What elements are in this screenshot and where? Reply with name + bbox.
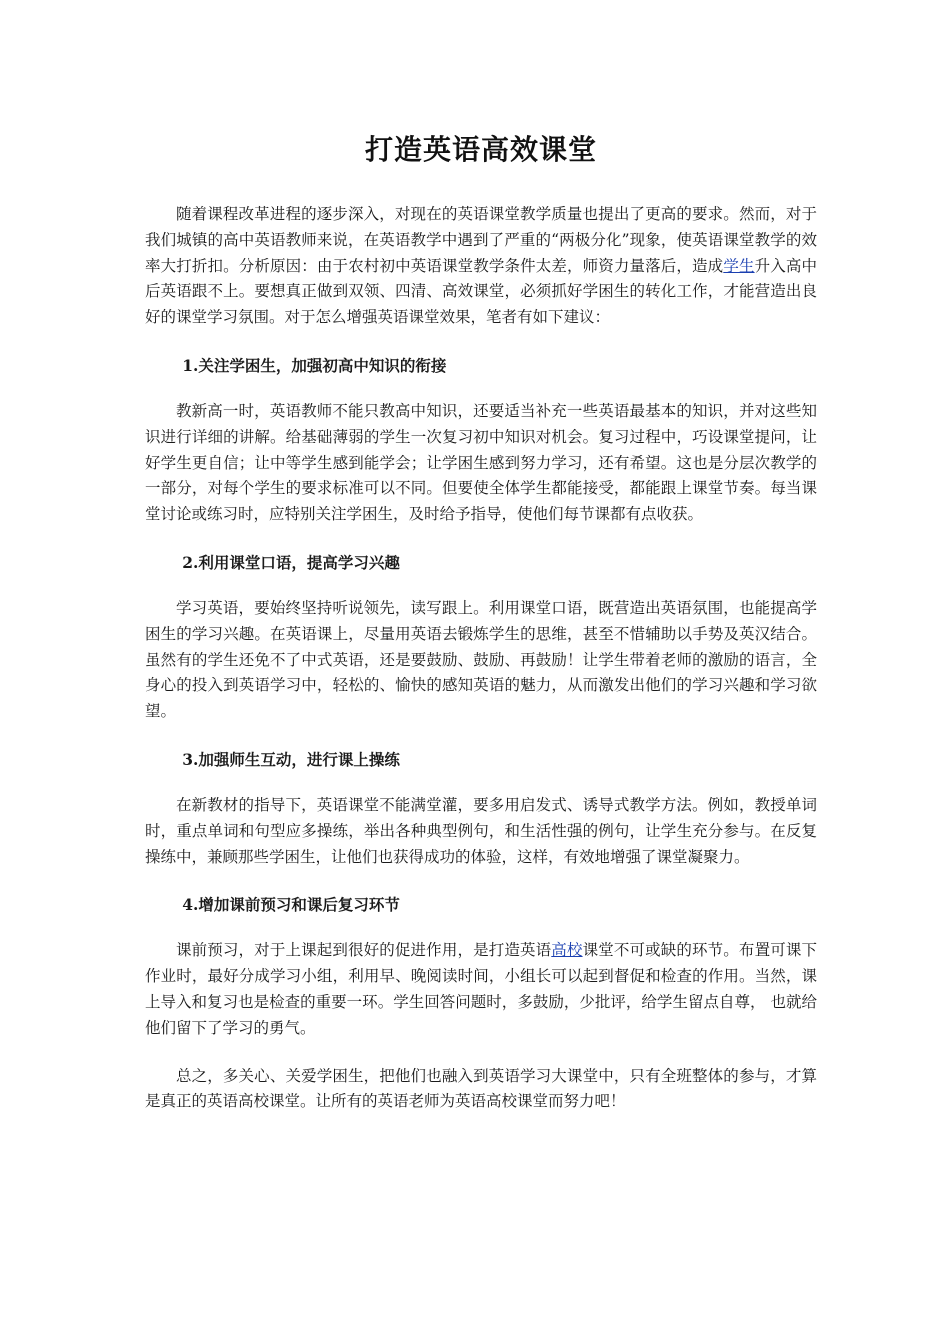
section-1-body: 教新高一时，英语教师不能只教高中知识，还要适当补充一些英语最基本的知识，并对这些知识进行详细的讲解。给基础薄弱的学生一次复习初中知识对机会。复习过程中，巧设课堂提问，让好学生更自信；让中等学生感到能学会；让学困生感到努力学习，还有希望。这也是分层次教学的一部分，对每个学生的要求标准可以不同。但要使全体学生都能接受，都能跟上课堂节奏。每当课堂讨论或练习时，应特别关注学困生，及时给予指导，使他们每节课都有点收获。 <box>145 401 817 524</box>
document-page <box>145 128 817 1137</box>
page-title: 打造英语高效课堂 <box>364 133 597 166</box>
section-4-text-end: 课堂不可或缺的环节。布置可课下作业时，最好分成学习小组，利用早、晚阅读时间，小组长可以起到督促和检查的作用。当然，课上导入和复习也是检查的重要一环。学生回答问题时，多鼓励，少批评，给学生留点自尊， 也就给他们留下了学习的勇气。 <box>145 941 817 1037</box>
section-2-heading: 2.利用课堂口语，提高学习兴趣 <box>182 552 400 572</box>
intro-paragraph <box>145 202 817 331</box>
section-4-text-start: 课前预习，对于上课起到很好的促进作用，是打造英语 <box>176 941 552 960</box>
college-link[interactable]: 高校 <box>551 941 583 960</box>
section-1-heading: 1.关注学困生，加强初高中知识的衔接 <box>182 355 447 375</box>
student-link[interactable]: 学生 <box>723 256 755 275</box>
conclusion-paragraph: 总之，多关心、关爱学困生，把他们也融入到英语学习大课堂中，只有全班整体的参与，才算是真正的英语高校课堂。让所有的英语老师为英语高校课堂而努力吧！ <box>145 1066 817 1111</box>
section-4-body <box>145 938 817 1041</box>
section-3-heading: 3.加强师生互动，进行课上操练 <box>182 749 400 769</box>
section-4-heading: 4.增加课前预习和课后复习环节 <box>182 895 400 915</box>
section-2-body: 学习英语，要始终坚持听说领先，读写跟上。利用课堂口语，既营造出英语氛围，也能提高学困生的学习兴趣。在英语课上，尽量用英语去锻炼学生的思维，甚至不惜辅助以手势及英汉结合。虽然有的学生还免不了中式英语，还是要鼓励、鼓励、再鼓励！让学生带着老师的激励的语言，全身心的投入到英语学习中，轻松的、愉快的感知英语的魅力，从而激发出他们的学习兴趣和学习欲望。 <box>145 598 817 721</box>
intro-text-end: 升入高中后英语跟不上。要想真正做到双领、四清、高效课堂，必须抓好学困生的转化工作，才能营造出良好的课堂学习氛围。对于怎么增强英语课堂效果，笔者有如下建议： <box>145 256 817 327</box>
section-3-body: 在新教材的指导下，英语课堂不能满堂灌，要多用启发式、诱导式教学方法。例如，教授单词时，重点单词和句型应多操练，举出各种典型例句，和生活性强的例句，让学生充分参与。在反复操练中，兼顾那些学困生，让他们也获得成功的体验，这样，有效地增强了课堂凝聚力。 <box>145 795 817 866</box>
intro-text-start: 随着课程改革进程的逐步深入，对现在的英语课堂教学质量也提出了更高的要求。然而，对于我们城镇的高中英语教师来说，在英语教学中遇到了严重的“两极分化”现象，使英语课堂教学的效率大打折扣。分析原因：由于农村初中英语课堂教学条件太差，师资力量落后，造成 <box>145 205 817 275</box>
